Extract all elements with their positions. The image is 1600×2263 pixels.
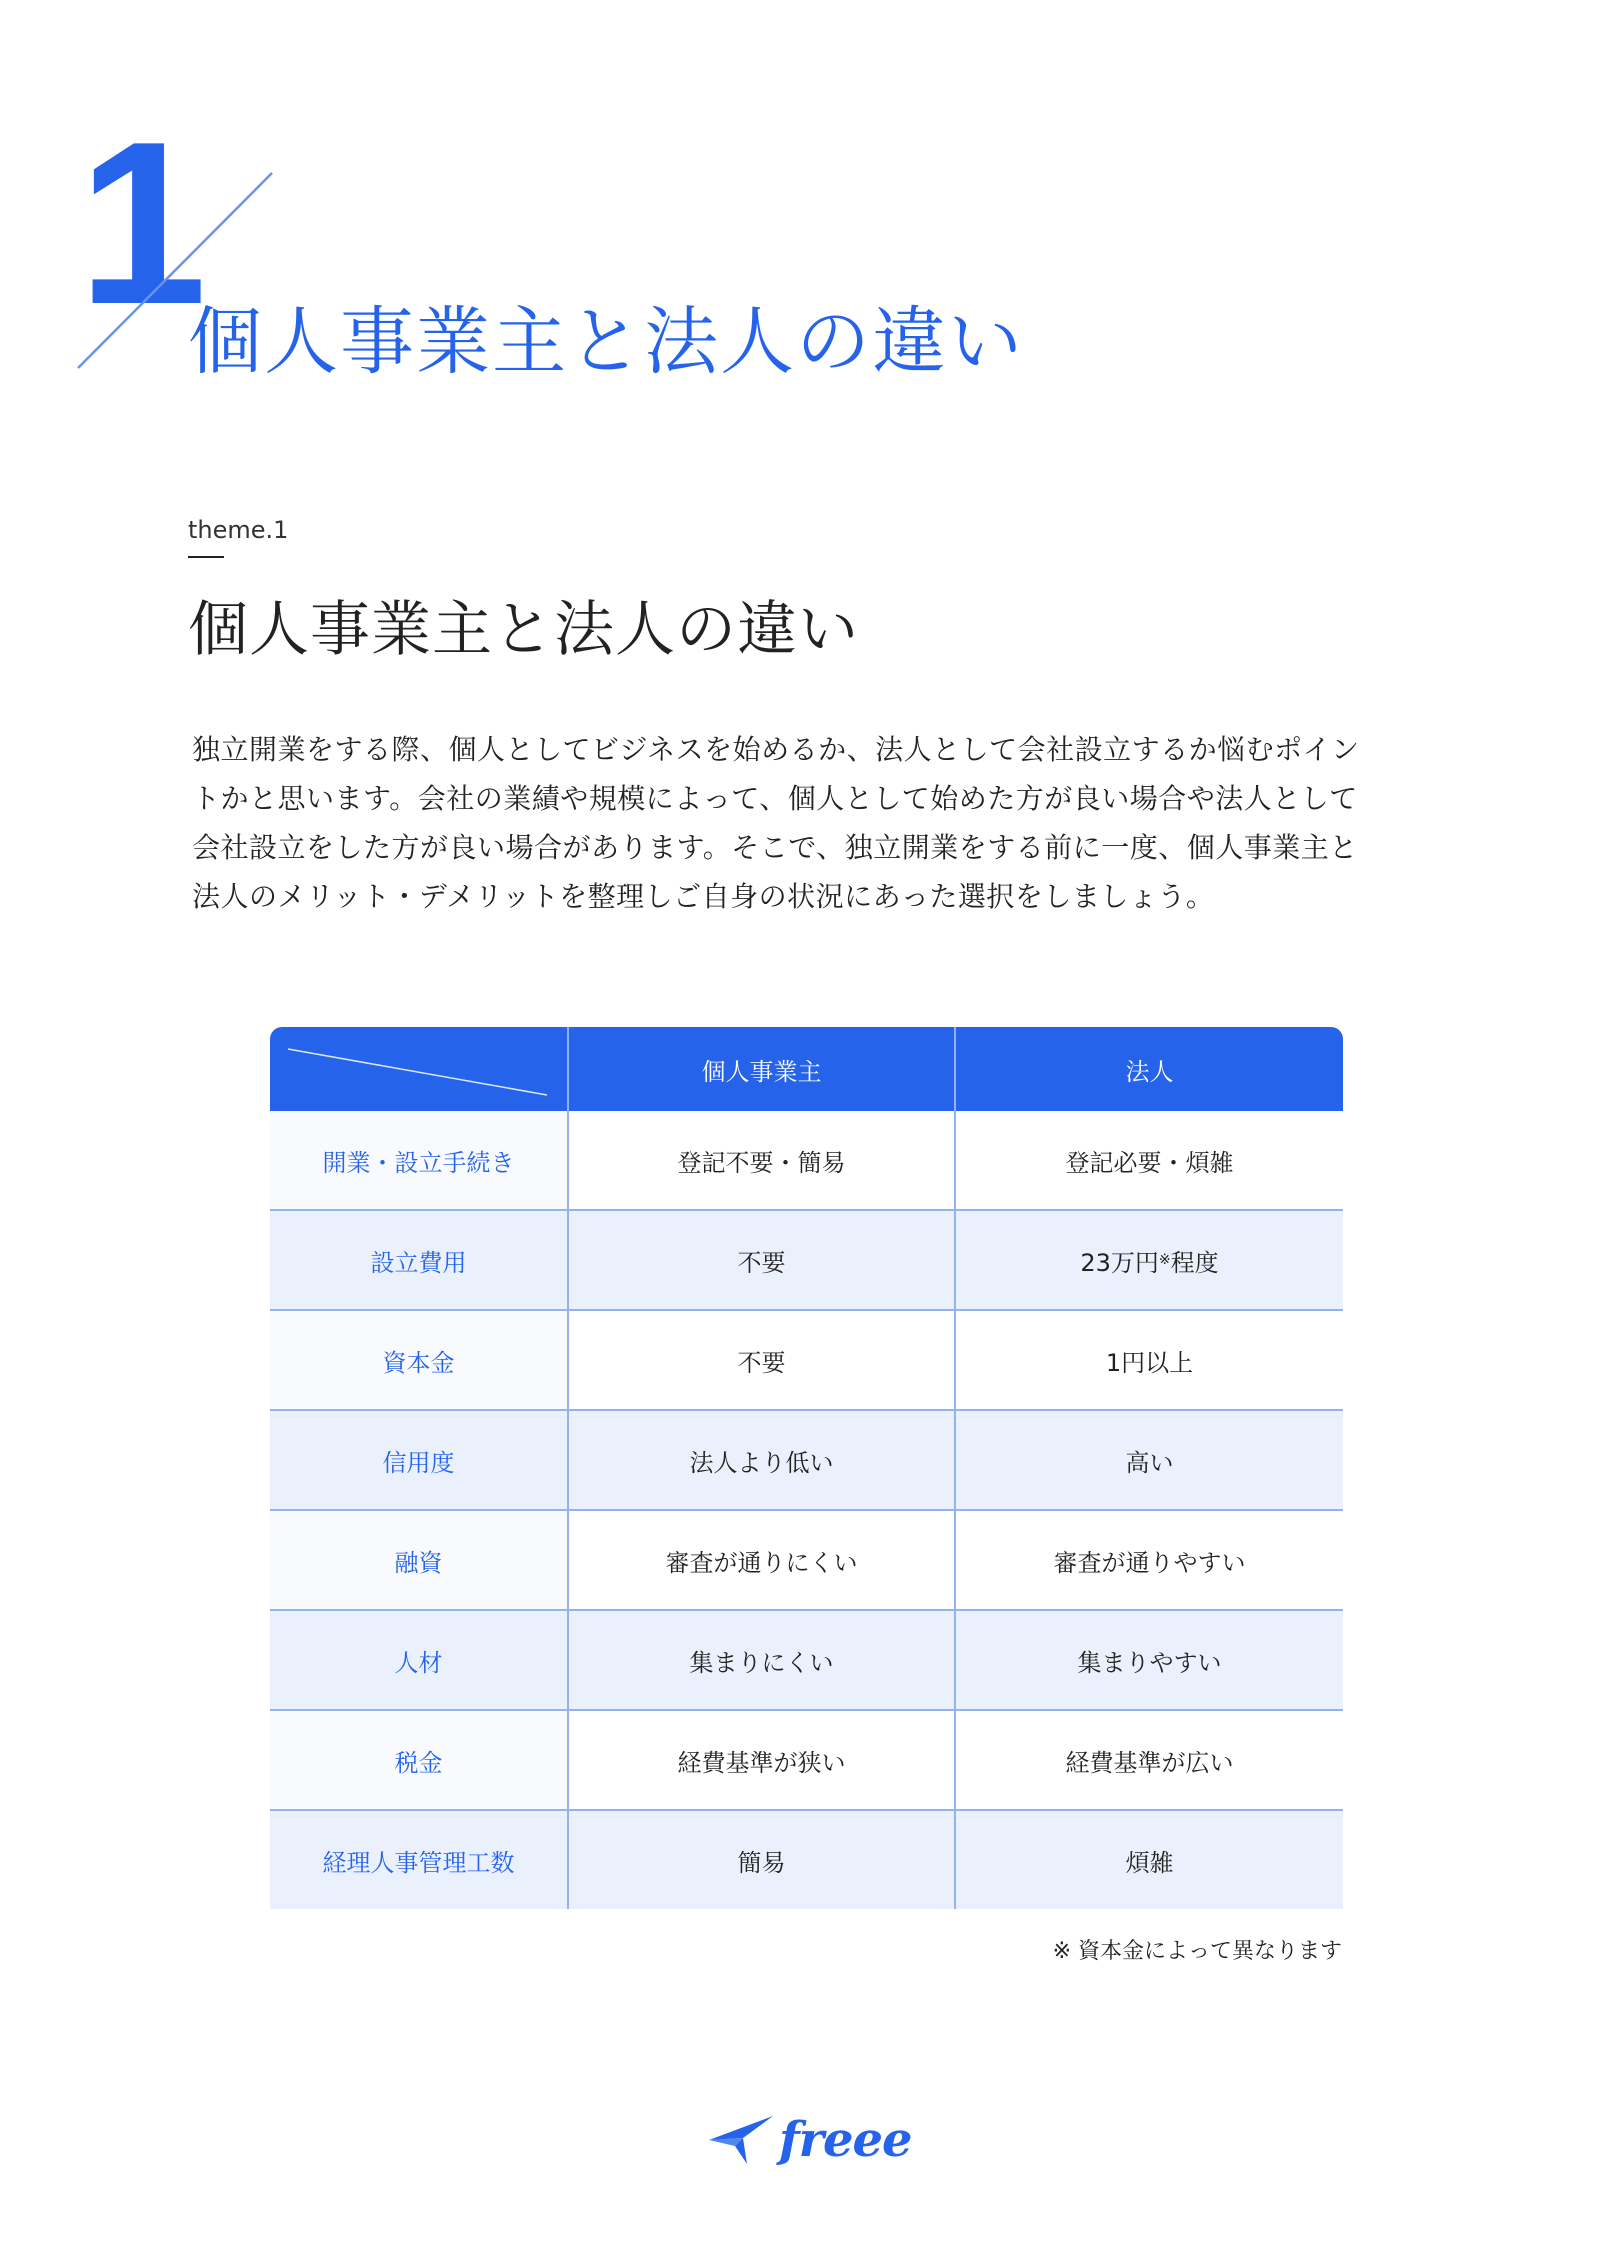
table-row bbox=[270, 1610, 1343, 1710]
footnote: ※ 資本金によって異なります bbox=[1052, 1939, 1342, 1964]
bird-icon bbox=[705, 2110, 777, 2170]
corporation-cell: 登記必要・煩雑 bbox=[955, 1111, 1343, 1210]
table-row bbox=[270, 1510, 1343, 1610]
intro-paragraph bbox=[192, 725, 1432, 921]
row-label: 経理人事管理工数 bbox=[270, 1810, 568, 1909]
table-row bbox=[270, 1810, 1343, 1909]
table-header-row bbox=[270, 1027, 1343, 1111]
intro-line: 会社設立をした方が良い場合があります。そこで、独立開業をする前に一度、個人事業主と bbox=[192, 831, 1358, 864]
row-label: 融資 bbox=[270, 1510, 568, 1610]
table-row bbox=[270, 1210, 1343, 1310]
footnote-marker: ※ bbox=[1158, 1251, 1171, 1268]
sole-proprietor-cell: 法人より低い bbox=[568, 1410, 955, 1510]
sole-proprietor-cell: 登記不要・簡易 bbox=[568, 1111, 955, 1210]
corporation-cell: 集まりやすい bbox=[955, 1610, 1343, 1710]
sole-proprietor-cell: 経費基準が狭い bbox=[568, 1710, 955, 1810]
theme-divider bbox=[188, 556, 224, 558]
sole-proprietor-cell: 不要 bbox=[568, 1210, 955, 1310]
sole-proprietor-cell: 集まりにくい bbox=[568, 1610, 955, 1710]
section-title: 個人事業主と法人の違い bbox=[188, 595, 859, 665]
row-label: 人材 bbox=[270, 1610, 568, 1710]
intro-line: 法人のメリット・デメリットを整理しご自身の状況にあった選択をしましょう。 bbox=[192, 880, 1215, 913]
intro-line: トかと思います。会社の業績や規模によって、個人として始めた方が良い場合や法人として bbox=[192, 782, 1358, 815]
sole-proprietor-cell: 簡易 bbox=[568, 1810, 955, 1909]
table-header-corporation: 法人 bbox=[955, 1027, 1343, 1111]
intro-line: 独立開業をする際、個人としてビジネスを始めるか、法人として会社設立するか悩むポイン bbox=[192, 733, 1360, 766]
row-label: 設立費用 bbox=[270, 1210, 568, 1310]
sole-proprietor-cell: 審査が通りにくい bbox=[568, 1510, 955, 1610]
corporation-cell: 経費基準が広い bbox=[955, 1710, 1343, 1810]
corporation-cell: 審査が通りやすい bbox=[955, 1510, 1343, 1610]
chapter-number: 1 bbox=[78, 94, 208, 353]
corporation-cost-value: 23万円 bbox=[1080, 1248, 1159, 1277]
table-row bbox=[270, 1111, 1343, 1210]
chapter-title: 個人事業主と法人の違い bbox=[188, 299, 1024, 385]
table-row bbox=[270, 1410, 1343, 1510]
row-label: 信用度 bbox=[270, 1410, 568, 1510]
theme-label: theme.1 bbox=[188, 516, 289, 544]
row-label: 税金 bbox=[270, 1710, 568, 1810]
corporation-cell: 煩雑 bbox=[955, 1810, 1343, 1909]
corporation-cell: 1円以上 bbox=[955, 1310, 1343, 1410]
row-label: 資本金 bbox=[270, 1310, 568, 1410]
table-header-sole-proprietor: 個人事業主 bbox=[568, 1027, 955, 1111]
corporation-cell bbox=[955, 1210, 1343, 1310]
freee-logo bbox=[705, 2100, 912, 2180]
corporation-cost-suffix: 程度 bbox=[1170, 1248, 1219, 1277]
row-label: 開業・設立手続き bbox=[270, 1111, 568, 1210]
table-row bbox=[270, 1710, 1343, 1810]
corner-diagonal-line bbox=[270, 1027, 567, 1111]
comparison-table bbox=[270, 1027, 1343, 1909]
logo-text: freee bbox=[779, 2112, 912, 2168]
corporation-cell: 高い bbox=[955, 1410, 1343, 1510]
table-corner-cell bbox=[270, 1027, 568, 1111]
table-row bbox=[270, 1310, 1343, 1410]
sole-proprietor-cell: 不要 bbox=[568, 1310, 955, 1410]
